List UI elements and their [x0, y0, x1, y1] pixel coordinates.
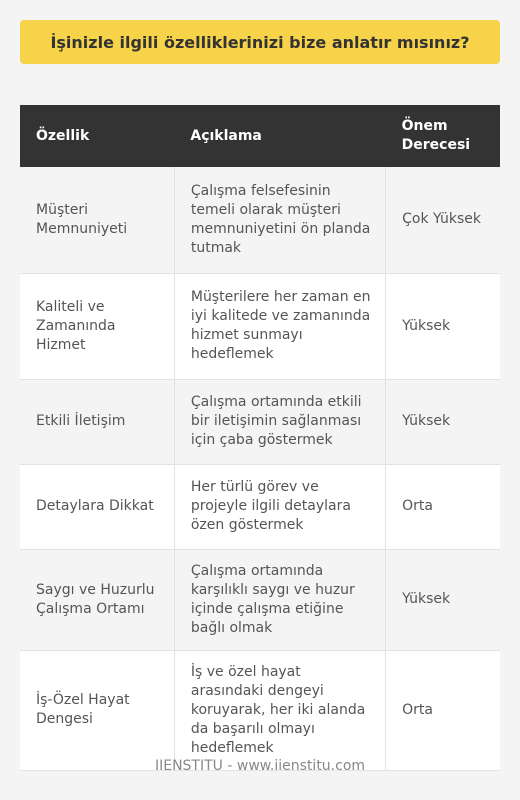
feature-cell: Detaylara Dikkat	[20, 464, 174, 549]
description-cell: Her türlü görev ve projeyle ilgili detaylara özen göstermek	[174, 464, 385, 549]
importance-cell: Yüksek	[386, 549, 500, 650]
table-row	[20, 379, 500, 464]
feature-cell: İş-Özel Hayat Dengesi	[20, 650, 174, 770]
description-cell: Çalışma ortamında etkili bir iletişimin sağlanması için çaba göstermek	[174, 379, 385, 464]
feature-cell: Etkili İletişim	[20, 379, 174, 464]
importance-cell: Orta	[386, 650, 500, 770]
feature-cell: Saygı ve Huzurlu Çalışma Ortamı	[20, 549, 174, 650]
table-row	[20, 273, 500, 379]
footer-credit: IIENSTITU - www.iienstitu.com	[154, 758, 366, 774]
table-row	[20, 167, 500, 273]
table-row	[20, 650, 500, 770]
table-row	[20, 464, 500, 549]
importance-cell: Çok Yüksek	[386, 167, 500, 273]
features-table	[20, 105, 500, 771]
importance-cell: Orta	[386, 464, 500, 549]
description-cell: Müşterilere her zaman en iyi kalitede ve zamanında hizmet sunmayı hedeflemek	[174, 273, 385, 379]
feature-cell: Müşteri Memnuniyeti	[20, 167, 174, 273]
table-row	[20, 549, 500, 650]
header-feature: Özellik	[20, 105, 174, 167]
header-importance: Önem Derecesi	[386, 105, 500, 167]
page-title: İşinizle ilgili özelliklerinizi bize anlatır mısınız?	[20, 20, 500, 64]
importance-cell: Yüksek	[386, 379, 500, 464]
description-cell: Çalışma ortamında karşılıklı saygı ve huzur içinde çalışma etiğine bağlı olmak	[174, 549, 385, 650]
importance-cell: Yüksek	[386, 273, 500, 379]
header-description: Açıklama	[174, 105, 385, 167]
table-header-row	[20, 105, 500, 167]
description-cell: Çalışma felsefesinin temeli olarak müşteri memnuniyetini ön planda tutmak	[174, 167, 385, 273]
description-cell: İş ve özel hayat arasındaki dengeyi koruyarak, her iki alanda da başarılı olmayı hedeflemek	[174, 650, 385, 770]
feature-cell: Kaliteli ve Zamanında Hizmet	[20, 273, 174, 379]
